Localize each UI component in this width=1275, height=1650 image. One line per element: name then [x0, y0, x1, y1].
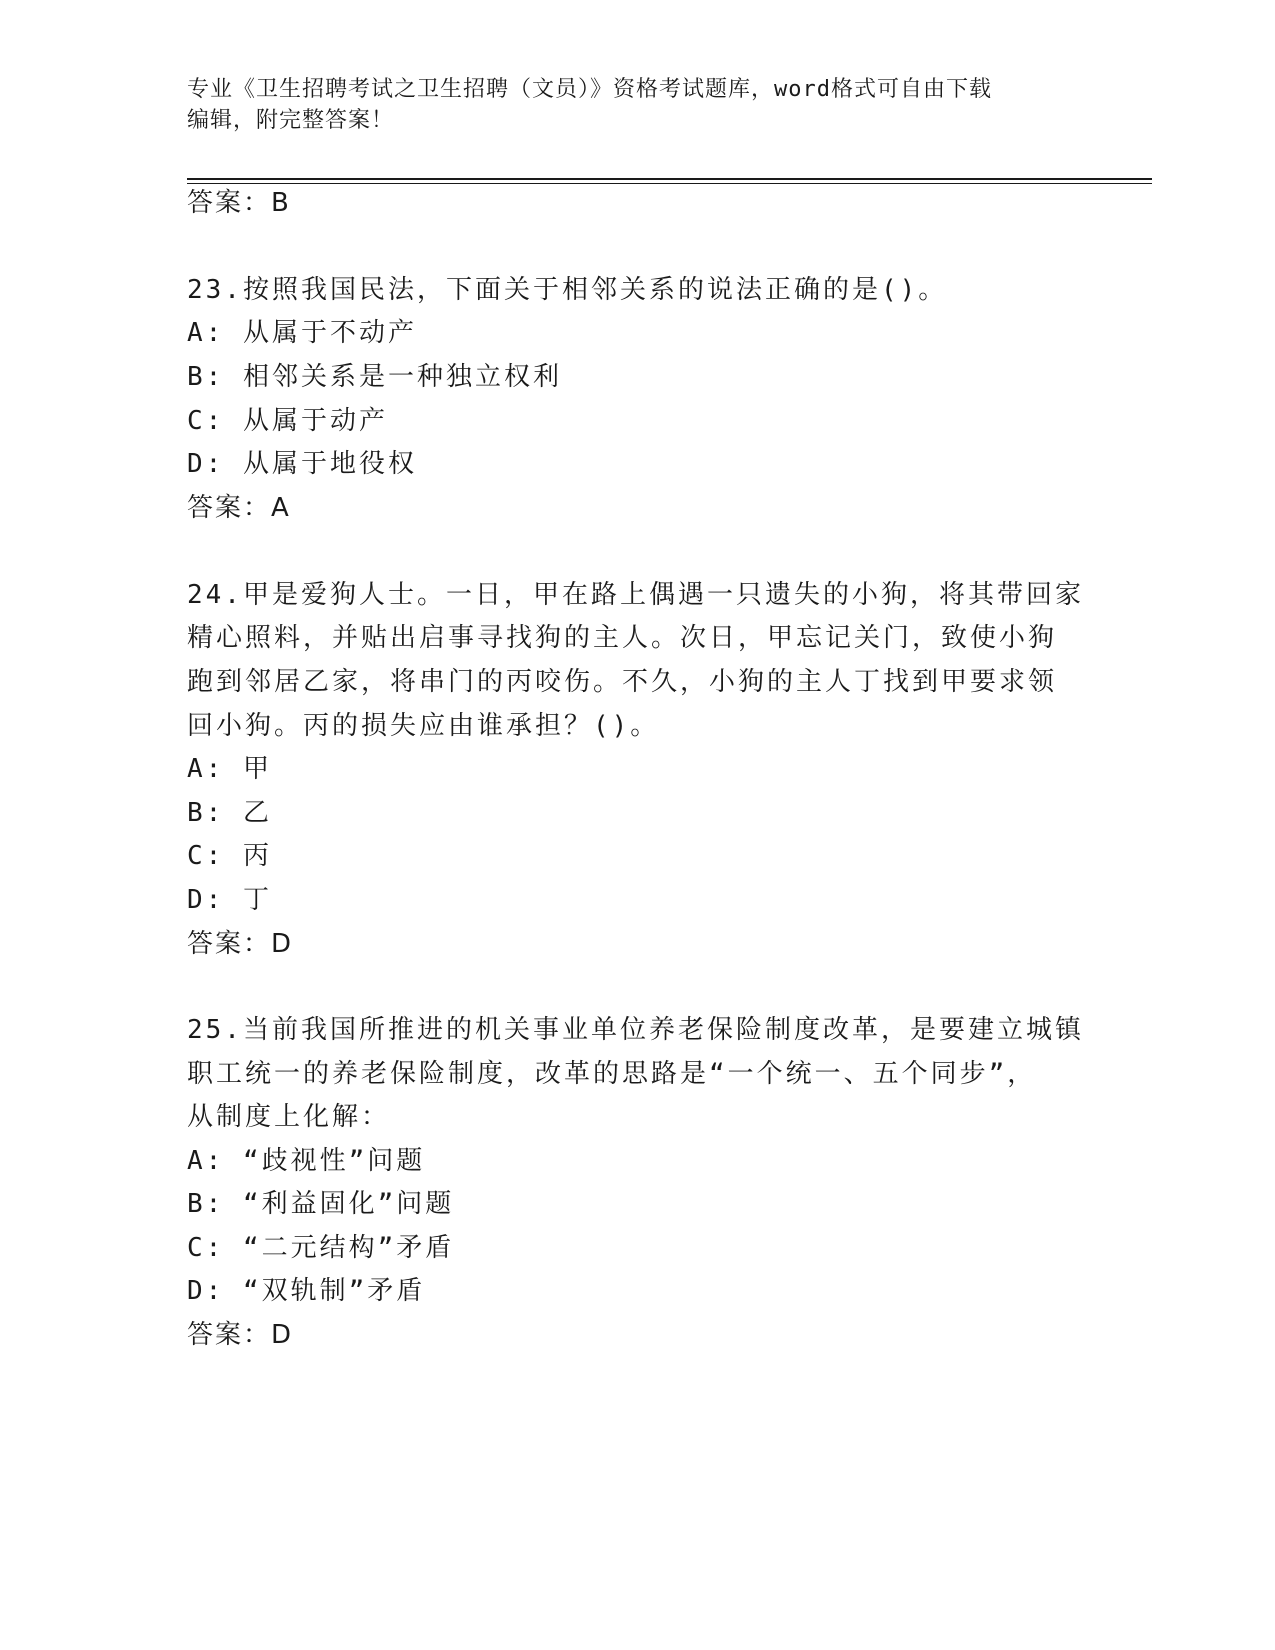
q23-option-a: A: 从属于不动产 — [187, 318, 417, 348]
q23-option-c: C: 从属于动产 — [187, 406, 388, 436]
header-line-1: 专业《卫生招聘考试之卫生招聘（文员）》资格考试题库，word格式可自由下载 — [187, 77, 992, 102]
q23-answer: 答案：A — [187, 493, 291, 523]
document-header — [187, 74, 1087, 136]
q24-answer: 答案：D — [187, 929, 294, 959]
q25-option-c: C: “二元结构”矛盾 — [187, 1233, 455, 1263]
q24-stem-line-2: 精心照料，并贴出启事寻找狗的主人。次日，甲忘记关门，致使小狗 — [187, 623, 1058, 653]
q25-option-a: A: “歧视性”问题 — [187, 1146, 426, 1176]
q23-option-d: D: 从属于地役权 — [187, 449, 417, 479]
q25-stem-line-1: 25.当前我国所推进的机关事业单位养老保险制度改革，是要建立城镇 — [187, 1015, 1084, 1045]
q25-option-d: D: “双轨制”矛盾 — [187, 1276, 426, 1306]
header-divider-thin — [187, 183, 1152, 184]
q23-stem: 23.按照我国民法，下面关于相邻关系的说法正确的是()。 — [187, 275, 948, 305]
q25-stem-line-3: 从制度上化解： — [187, 1102, 391, 1132]
q25-answer: 答案：D — [187, 1320, 294, 1350]
header-line-2: 编辑，附完整答案！ — [187, 108, 395, 133]
q25-option-b: B: “利益固化”问题 — [187, 1189, 455, 1219]
q24-stem-line-1: 24.甲是爱狗人士。一日，甲在路上偶遇一只遗失的小狗，将其带回家 — [187, 580, 1084, 610]
q25-stem-line-2: 职工统一的养老保险制度，改革的思路是“一个统一、五个同步”， — [187, 1059, 1037, 1089]
q23-option-b: B: 相邻关系是一种独立权利 — [187, 362, 562, 392]
q24-option-a: A: 甲 — [187, 754, 272, 784]
q24-option-b: B: 乙 — [187, 798, 272, 828]
answer-previous: 答案：B — [187, 188, 291, 218]
q24-stem-line-4: 回小狗。丙的损失应由谁承担？()。 — [187, 711, 660, 741]
q24-stem-line-3: 跑到邻居乙家，将串门的丙咬伤。不久，小狗的主人丁找到甲要求领 — [187, 667, 1058, 697]
q24-option-d: D: 丁 — [187, 885, 272, 915]
header-divider-thick — [187, 178, 1152, 180]
q24-option-c: C: 丙 — [187, 841, 272, 871]
